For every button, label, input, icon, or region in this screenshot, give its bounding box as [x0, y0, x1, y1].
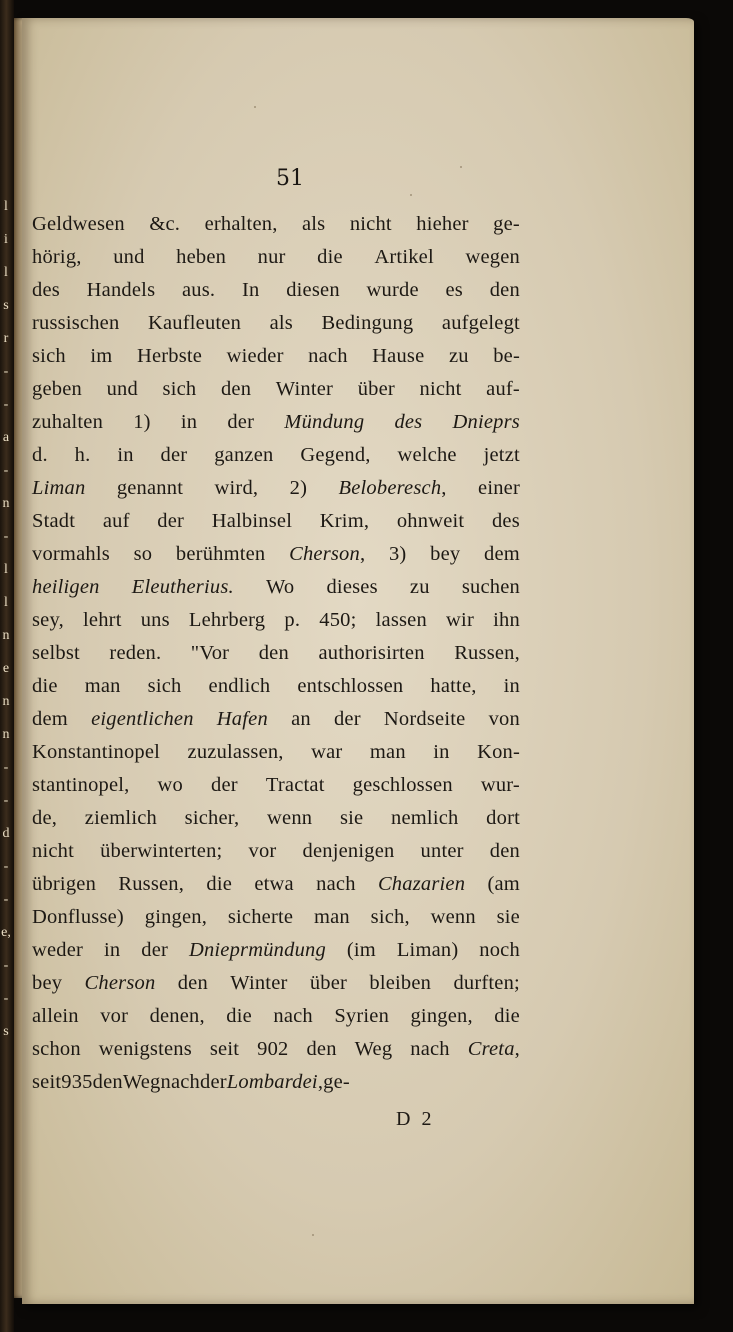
text-line: [32, 868, 520, 901]
word: selbst: [32, 642, 80, 664]
word: Konstantinopel: [32, 741, 161, 763]
word-group: [339, 472, 447, 505]
word: der: [227, 411, 255, 433]
word: den: [489, 840, 520, 862]
text-line: [32, 901, 520, 934]
text-line: [32, 406, 520, 439]
word: nur: [257, 246, 286, 268]
word: man: [313, 906, 350, 928]
word: Russen,: [454, 642, 520, 664]
previous-page-letter: d: [2, 826, 10, 841]
word: Tractat: [265, 774, 325, 796]
text-line: [32, 802, 520, 835]
text-line: [32, 505, 520, 538]
word: erhalten,: [204, 213, 278, 235]
italic-word: Dnieprs: [452, 411, 520, 433]
word: uns: [140, 609, 170, 631]
word: nach: [316, 873, 356, 895]
previous-page-letter: s: [3, 298, 9, 313]
word: die: [226, 1005, 252, 1027]
word: ihn: [493, 609, 520, 631]
word: bey: [430, 543, 461, 565]
word: ge-: [323, 1071, 350, 1093]
word: nach: [160, 1071, 200, 1093]
word: ge-: [493, 213, 520, 235]
italic-word: Mündung: [284, 411, 365, 433]
word: man: [84, 675, 121, 697]
word: zuzulassen,: [187, 741, 284, 763]
word: 450;: [319, 609, 357, 631]
word: authorisirten: [318, 642, 425, 664]
italic-word: Cherson: [84, 972, 156, 994]
text-line: [32, 604, 520, 637]
previous-page-letter: n: [2, 694, 10, 709]
word: Weg: [122, 1071, 161, 1093]
word: in: [503, 675, 520, 697]
word: Bedingung: [321, 312, 414, 334]
word: nach: [410, 1038, 450, 1060]
previous-page-letter: -: [3, 991, 9, 1006]
word: &c.: [149, 213, 181, 235]
previous-page-letter: l: [4, 595, 8, 610]
text-line: [32, 571, 520, 604]
word: ,: [441, 477, 447, 499]
text-line: [32, 637, 520, 670]
word: 1): [133, 411, 151, 433]
word: sey,: [32, 609, 64, 631]
word: endlich: [208, 675, 271, 697]
italic-word: des: [394, 411, 423, 433]
word: welche: [397, 444, 457, 466]
word: einer: [478, 477, 520, 499]
word: Kaufleuten: [147, 312, 242, 334]
word: vormahls: [32, 543, 110, 565]
word: den: [258, 642, 289, 664]
word: der: [200, 1071, 227, 1093]
word: be-: [493, 345, 520, 367]
italic-word: Eleutherius.: [131, 576, 234, 598]
word: geschlossen: [352, 774, 453, 796]
word: wir: [446, 609, 474, 631]
italic-word: eigentlichen: [91, 708, 194, 730]
previous-page-letter: i: [4, 232, 8, 247]
word: (im: [346, 939, 376, 961]
word: in: [117, 444, 134, 466]
word: denen,: [149, 1005, 205, 1027]
word: seit: [32, 1071, 62, 1093]
signature-mark: D 2: [396, 1108, 435, 1130]
word: übrigen: [32, 873, 97, 895]
word: Artikel: [374, 246, 434, 268]
word: genannt: [116, 477, 184, 499]
word: h.: [74, 444, 91, 466]
text-line: [32, 472, 520, 505]
word: weder: [32, 939, 84, 961]
word: dieses: [326, 576, 378, 598]
word: über: [357, 378, 395, 400]
word: p.: [284, 609, 301, 631]
text-line: [32, 736, 520, 769]
word: d.: [32, 444, 48, 466]
word: Weg: [354, 1038, 393, 1060]
word: den: [306, 1038, 337, 1060]
word: war: [311, 741, 343, 763]
word: es: [445, 279, 463, 301]
text-line: [32, 208, 520, 241]
word: über: [309, 972, 348, 994]
word-group: [289, 538, 365, 571]
word: Russen,: [118, 873, 185, 895]
word: dem: [32, 708, 68, 730]
word: Donflusse): [32, 906, 124, 928]
italic-word: Cherson: [289, 543, 360, 565]
word: der: [141, 939, 169, 961]
word: denjenigen: [302, 840, 395, 862]
word: wenn: [430, 906, 476, 928]
word: die: [206, 873, 233, 895]
italic-word: Chazarien: [377, 873, 466, 895]
word: wo: [157, 774, 183, 796]
word: Winter: [275, 378, 334, 400]
word: heben: [176, 246, 227, 268]
word: sie: [339, 807, 364, 829]
word: und: [113, 246, 145, 268]
word: so: [133, 543, 153, 565]
previous-page-letter: -: [3, 529, 9, 544]
word: Lehrberg: [188, 609, 266, 631]
word: 3): [388, 543, 407, 565]
previous-page-letter: n: [2, 496, 10, 511]
word: als: [301, 213, 326, 235]
word: "Vor: [190, 642, 230, 664]
word: nicht: [32, 840, 74, 862]
previous-page-letter: -: [3, 364, 9, 379]
previous-page-letter: l: [4, 562, 8, 577]
previous-page-letter: n: [2, 727, 10, 742]
previous-page-letter: -: [3, 397, 9, 412]
text-line: [32, 373, 520, 406]
word: stantinopel,: [32, 774, 130, 796]
word: nach: [308, 345, 348, 367]
word: wegen: [465, 246, 520, 268]
previous-page-letter: -: [3, 760, 9, 775]
word: zuhalten: [32, 411, 104, 433]
book-page: [22, 18, 694, 1304]
word: entschlossen: [297, 675, 404, 697]
word: ,: [317, 1071, 324, 1093]
word: die: [317, 246, 343, 268]
word: der: [211, 774, 238, 796]
word: Nordseite: [383, 708, 466, 730]
word: wieder: [226, 345, 284, 367]
italic-word: heiligen: [32, 576, 100, 598]
previous-page-letter: -: [3, 859, 9, 874]
word: unter: [420, 840, 464, 862]
word: Geldwesen: [32, 213, 125, 235]
previous-page-letter: e,: [1, 925, 11, 940]
word: vor: [100, 1005, 129, 1027]
italic-word: Hafen: [216, 708, 268, 730]
word: reden.: [109, 642, 162, 664]
previous-page-letter: e: [2, 661, 10, 676]
word: im: [90, 345, 113, 367]
word: ohnweit: [396, 510, 465, 532]
word: bleiben: [369, 972, 432, 994]
text-line: [32, 934, 520, 967]
word: sich: [162, 378, 197, 400]
word: und: [106, 378, 138, 400]
word: der: [157, 510, 185, 532]
word: hatte,: [430, 675, 477, 697]
previous-page-letter: a: [2, 430, 10, 445]
word: Winter: [230, 972, 288, 994]
word: in: [180, 411, 198, 433]
page-number: 51: [276, 166, 304, 191]
word: Krim,: [319, 510, 370, 532]
word: noch: [479, 939, 520, 961]
word: Halbinsel: [211, 510, 293, 532]
word: aus.: [181, 279, 216, 301]
word: 902: [257, 1038, 289, 1060]
word: wenigstens: [98, 1038, 192, 1060]
word: die: [494, 1005, 520, 1027]
word: man: [369, 741, 406, 763]
previous-page-letter: l: [4, 199, 8, 214]
word: aufgelegt: [441, 312, 520, 334]
word: zu: [448, 345, 469, 367]
previous-page-letter: r: [3, 331, 9, 346]
word: auf-: [486, 378, 520, 400]
word: ziemlich: [84, 807, 157, 829]
word: 2): [289, 477, 308, 499]
word: Stadt: [32, 510, 76, 532]
word: die: [32, 675, 58, 697]
word-group: [468, 1033, 520, 1066]
word: sicherte: [227, 906, 294, 928]
word: allein: [32, 1005, 79, 1027]
word: lehrt: [83, 609, 122, 631]
word: an: [291, 708, 311, 730]
word: hörig,: [32, 246, 82, 268]
word: jetzt: [483, 444, 520, 466]
paper-speck: [410, 194, 412, 196]
word: (am: [487, 873, 520, 895]
word: sich,: [370, 906, 410, 928]
word: Liman): [396, 939, 459, 961]
word: de,: [32, 807, 58, 829]
word: geben: [32, 378, 82, 400]
word: wur-: [480, 774, 520, 796]
word: sie: [496, 906, 520, 928]
text-line: [32, 274, 520, 307]
word: wurde: [366, 279, 419, 301]
text-line: [32, 670, 520, 703]
previous-page-letter: -: [3, 463, 9, 478]
italic-word: Beloberesch: [338, 477, 442, 499]
word: ,: [514, 1038, 520, 1060]
word: 935: [61, 1071, 93, 1093]
word: von: [488, 708, 520, 730]
word: den: [220, 378, 252, 400]
text-line: [32, 703, 520, 736]
word: sicher,: [184, 807, 240, 829]
word: Handels: [86, 279, 156, 301]
word: nicht: [349, 213, 392, 235]
word: als: [269, 312, 293, 334]
word: seit: [209, 1038, 240, 1060]
text-line: [32, 538, 520, 571]
word: russischen: [32, 312, 120, 334]
word: vor: [248, 840, 277, 862]
word: nicht: [419, 378, 462, 400]
previous-page-letter: -: [3, 958, 9, 973]
word: In: [241, 279, 260, 301]
word: des: [32, 279, 60, 301]
word: durften;: [453, 972, 520, 994]
word: in: [104, 939, 121, 961]
text-line: [32, 439, 520, 472]
word: wird,: [214, 477, 259, 499]
paper-speck: [254, 106, 256, 108]
previous-page-letter: s: [3, 1024, 9, 1039]
word: in: [433, 741, 450, 763]
word: nach: [273, 1005, 313, 1027]
word: Hause: [372, 345, 425, 367]
word: Wo: [265, 576, 295, 598]
word: der: [160, 444, 188, 466]
word: sich: [147, 675, 182, 697]
text-line: [32, 340, 520, 373]
text-line: [32, 967, 520, 1000]
word: auf: [102, 510, 130, 532]
text-line: [32, 769, 520, 802]
word: hieher: [416, 213, 469, 235]
text-line: [32, 1033, 520, 1066]
word: berühmten: [175, 543, 266, 565]
word: ganzen: [214, 444, 274, 466]
word: Gegend,: [300, 444, 371, 466]
italic-word: Dnieprmündung: [188, 939, 326, 961]
word: Herbste: [136, 345, 203, 367]
word: den: [92, 1071, 123, 1093]
word-group: [227, 1066, 323, 1099]
text-line: [32, 1000, 520, 1033]
italic-word: Lombardei: [226, 1071, 318, 1093]
italic-word: Liman: [32, 477, 86, 499]
italic-word: Creta: [467, 1038, 515, 1060]
word: zu: [409, 576, 430, 598]
word: ,: [359, 543, 366, 565]
word: gingen,: [144, 906, 208, 928]
word: Kon-: [477, 741, 520, 763]
text-line: [32, 1066, 520, 1099]
word: sich: [32, 345, 66, 367]
word: nemlich: [391, 807, 459, 829]
word: etwa: [254, 873, 294, 895]
word: Syrien: [334, 1005, 390, 1027]
text-line: [32, 241, 520, 274]
word: diesen: [286, 279, 340, 301]
paper-speck: [312, 1234, 314, 1236]
word: dort: [486, 807, 520, 829]
word: lassen: [375, 609, 427, 631]
text-line: [32, 307, 520, 340]
word: überwinterten;: [100, 840, 223, 862]
word: der: [333, 708, 361, 730]
word: suchen: [461, 576, 520, 598]
word: wenn: [267, 807, 313, 829]
previous-page-letter: l: [4, 265, 8, 280]
word: des: [491, 510, 520, 532]
word: bey: [32, 972, 63, 994]
paper-speck: [460, 166, 462, 168]
previous-page-letter: -: [3, 793, 9, 808]
previous-page-letter: -: [3, 892, 9, 907]
previous-page-letter: n: [2, 628, 10, 643]
body-text: [32, 208, 520, 1099]
word: gingen,: [410, 1005, 473, 1027]
word: den: [489, 279, 520, 301]
word: den: [177, 972, 208, 994]
word: schon: [32, 1038, 81, 1060]
text-line: [32, 835, 520, 868]
word: dem: [484, 543, 520, 565]
